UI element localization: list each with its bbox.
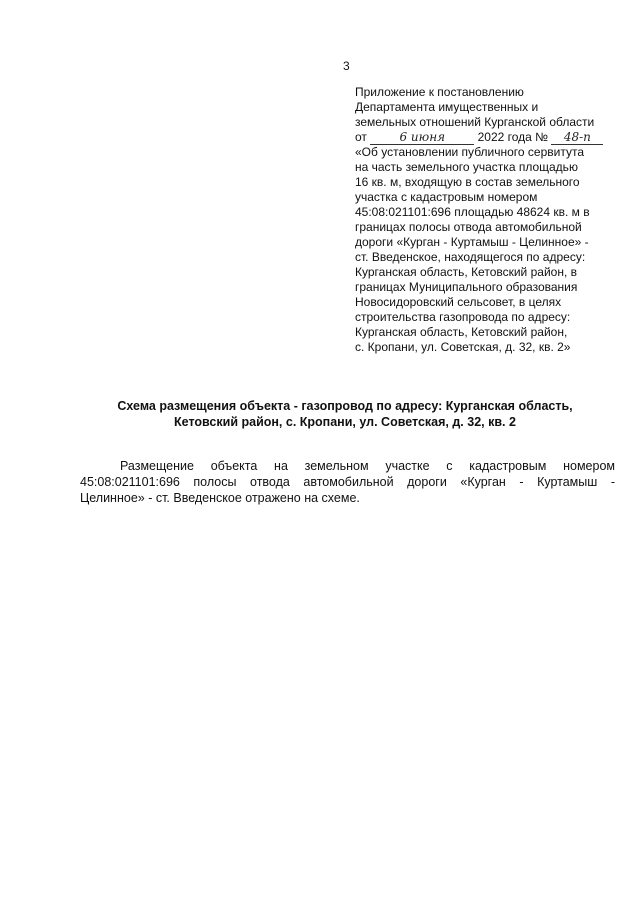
subject-line: Курганская область, Кетовский район,: [355, 325, 568, 339]
appendix-header: [355, 85, 625, 355]
subject-line: с. Кропани, ул. Советская, д. 32, кв. 2»: [355, 340, 571, 354]
body-line: Размещение объекта на земельном участке с кадастровым номером: [120, 459, 615, 473]
subject-line: «Об установлении публичного сервитута: [355, 145, 584, 159]
subject-line: 45:08:021101:696 площадью 48624 кв. м в: [355, 205, 590, 219]
appendix-line: земельных отношений Курганской области: [355, 115, 595, 129]
appendix-line: Приложение к постановлению: [355, 85, 524, 99]
subject-line: дороги «Курган - Куртамыш - Целинное» -: [355, 235, 589, 249]
subject-line: Курганская область, Кетовский район, в: [355, 265, 577, 279]
body-line: Целинное» - ст. Введенское отражено на схеме.: [80, 491, 360, 505]
scheme-title: [80, 398, 610, 430]
appendix-line: Департамента имущественных и: [355, 100, 539, 114]
scheme-title-line: Схема размещения объекта - газопровод по адресу: Курганская область,: [117, 399, 573, 413]
page-number: 3: [343, 59, 350, 73]
body-line: 45:08:021101:696 полосы отвода автомобильной дороги «Курган - Куртамыш -: [80, 475, 615, 489]
subject-line: ст. Введенское, находящегося по адресу:: [355, 250, 586, 264]
handwritten-date: 6 июня: [370, 131, 474, 145]
date-mid: 2022 года №: [477, 130, 549, 144]
subject-line: на часть земельного участка площадью: [355, 160, 578, 174]
subject-line: 16 кв. м, входящую в состав земельного: [355, 175, 580, 189]
scheme-title-line: Кетовский район, с. Кропани, ул. Советская, д. 32, кв. 2: [174, 415, 516, 429]
subject-line: строительства газопровода по адресу:: [355, 310, 571, 324]
date-prefix: от: [355, 130, 367, 144]
handwritten-number: 48-п: [551, 131, 603, 145]
body-paragraph: [80, 458, 615, 506]
subject-line: участка с кадастровым номером: [355, 190, 538, 204]
subject-line: границах Муниципального образования: [355, 280, 578, 294]
subject-line: границах полосы отвода автомобильной: [355, 220, 582, 234]
subject-line: Новосидоровский сельсовет, в целях: [355, 295, 562, 309]
appendix-date-line: [355, 130, 625, 145]
